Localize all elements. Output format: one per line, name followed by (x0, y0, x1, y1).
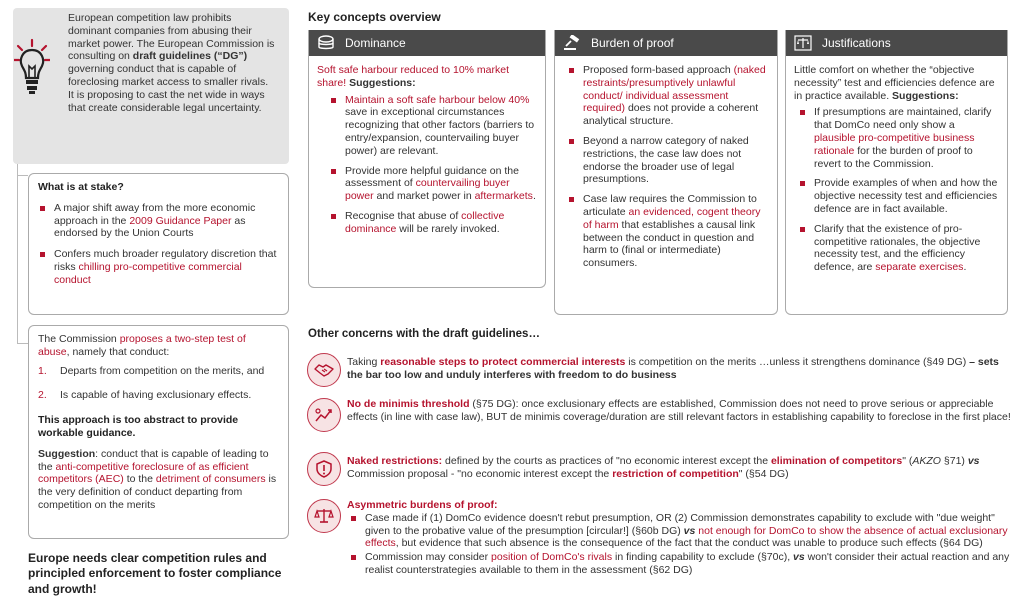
justifications-body (786, 56, 1007, 289)
justifications-item: If presumptions are maintained, clarify that DomCo need only show a plausible pro-competitive business rationale for the burden of proof to revert to the Commission. (798, 106, 999, 170)
scales-icon (794, 35, 812, 51)
two-step-test-box (28, 325, 289, 539)
justifications-lead: Little comfort on whether the “objective necessity” test and efficiencies defence are in practice available. Suggestions: (794, 64, 995, 102)
justifications-card (785, 30, 1008, 315)
concern-text: Taking reasonable steps to protect commercial interests is competition on the merits …unless it strengthens dominance (§49 DG) – sets the bar too low and unduly interferes with freedom to do business (347, 356, 999, 381)
lightbulb-icon (14, 38, 50, 98)
stake-title: What is at stake? (38, 181, 124, 193)
burden-header (555, 30, 777, 56)
connector-line (17, 343, 28, 344)
burden-body (555, 56, 777, 285)
balance-icon (307, 499, 341, 533)
dominance-body (309, 56, 545, 251)
asymmetric-item: Case made if (1) DomCo evidence doesn't rebut presumption, OR (2) Commission demonstrates capability to exclude with "due weight" given to the probative value of the presumption [circular!] (§60b DG) vs not enough for DomCo to show the absence of actual exclusionary effects, but evidence that such absence is the consequence of the fact that the conduct was unable to produce such effects (§64 DG) (349, 512, 1017, 550)
justifications-title: Justifications (822, 35, 891, 50)
coins-icon (317, 35, 335, 51)
dominance-item: Maintain a soft safe harbour below 40% save in exceptional circumstances recognizing that other factors (barriers to entry/expansion, countervailing buyer power) are relevant. (329, 94, 537, 158)
two-step-intro: The Commission proposes a two-step test of abuse, namely that conduct: (38, 333, 246, 358)
two-step-suggestion: Suggestion: conduct that is capable of leading to the anti-competitive foreclosure of as efficient competitors (AEC) to the detriment of consumers is the very definition of conduct departing from competition on the merits (38, 447, 277, 511)
concern-text (347, 499, 1017, 578)
shield-icon (307, 452, 341, 486)
stake-item: Confers much broader regulatory discretion that risks chilling pro-competitive commercial conduct (38, 248, 279, 286)
concern-naked-restrictions (307, 452, 1019, 488)
burden-item: Proposed form-based approach (naked restraints/presumptively unlawful conduct/ individual assessment required) does not provide a coherent analytical structure. (567, 64, 769, 128)
concern-text: No de minimis threshold (§75 DG): once exclusionary effects are established, Commission does not need to prove serious or appreciable effects (in line with case law), BUT de minimis coverage/duration are still relevant factors in establishing capability to foreclose in the first place! (347, 398, 1011, 423)
handshake-icon (307, 353, 341, 387)
gavel-icon (563, 35, 581, 51)
burden-title: Burden of proof (591, 35, 674, 50)
concern-asymmetric-burdens (307, 499, 1019, 603)
what-is-at-stake-box (28, 173, 289, 315)
burden-item: Case law requires the Commission to articulate an evidenced, cogent theory of harm that establishes a causal link between the conduct in question and harm to (final or intermediate) consumers. (567, 193, 769, 270)
asymmetric-title: Asymmetric burdens of proof: (347, 499, 498, 511)
key-concepts-title: Key concepts overview (308, 10, 441, 24)
dominance-item: Provide more helpful guidance on the assessment of countervailing buyer power and market power in aftermarkets. (329, 165, 537, 203)
dominance-card (308, 30, 546, 288)
concern-commercial-interests (307, 353, 1019, 389)
justifications-item: Clarify that the existence of pro-competitive rationales, the objective necessity test, and the efficiency defence, are separate exercises. (798, 223, 999, 274)
dominance-header (309, 30, 545, 56)
dominance-item: Recognise that abuse of collective dominance will be rarely invoked. (329, 210, 537, 236)
graph-icon (307, 398, 341, 432)
dominance-lead: Soft safe harbour reduced to 10% market share! Suggestions: (317, 64, 510, 89)
burden-of-proof-card (554, 30, 778, 315)
justifications-item: Provide examples of when and how the objective necessity test and efficiencies defence are in fact available. (798, 177, 999, 215)
two-step-verdict: This approach is too abstract to provide workable guidance. (38, 414, 239, 439)
stake-item: A major shift away from the more economic approach in the 2009 Guidance Paper as endorsed by the Union Courts (38, 202, 279, 240)
asymmetric-item: Commission may consider position of DomCo's rivals in finding capability to exclude (§70c), vs won't consider their actual reaction and any realist counterstrategies available to them in the assessment (§62 DG) (349, 551, 1017, 577)
burden-item: Beyond a narrow category of naked restrictions, the case law does not endorse the broader use of legal presumptions. (567, 135, 769, 186)
concern-text: Naked restrictions: defined by the courts as practices of "no economic interest except the elimination of competitors" (AKZO §71) vs Commission proposal - "no economic interest except the restriction of competition" (§54 DG) (347, 455, 980, 480)
connector-line (17, 164, 18, 344)
connector-line (17, 175, 28, 176)
concern-de-minimis (307, 398, 1019, 438)
closing-statement: Europe needs clear competition rules and principled enforcement to foster compliance and growth! (28, 551, 282, 596)
two-step-item: 2. Is capable of having exclusionary effects. (38, 389, 252, 402)
two-step-item: 1. Departs from competition on the merits, and (38, 364, 265, 377)
justifications-header (786, 30, 1007, 56)
other-concerns-title: Other concerns with the draft guidelines… (308, 328, 540, 340)
dominance-title: Dominance (345, 35, 406, 50)
intro-text: European competition law prohibits dominant companies from abusing their market power. The European Commission is consulting on draft guidelines (“DG”) governing conduct that is capable of foreclosing market access to smaller rivals. It is proposing to cast the net wide in ways that create considerable legal uncertainty. (68, 12, 275, 114)
